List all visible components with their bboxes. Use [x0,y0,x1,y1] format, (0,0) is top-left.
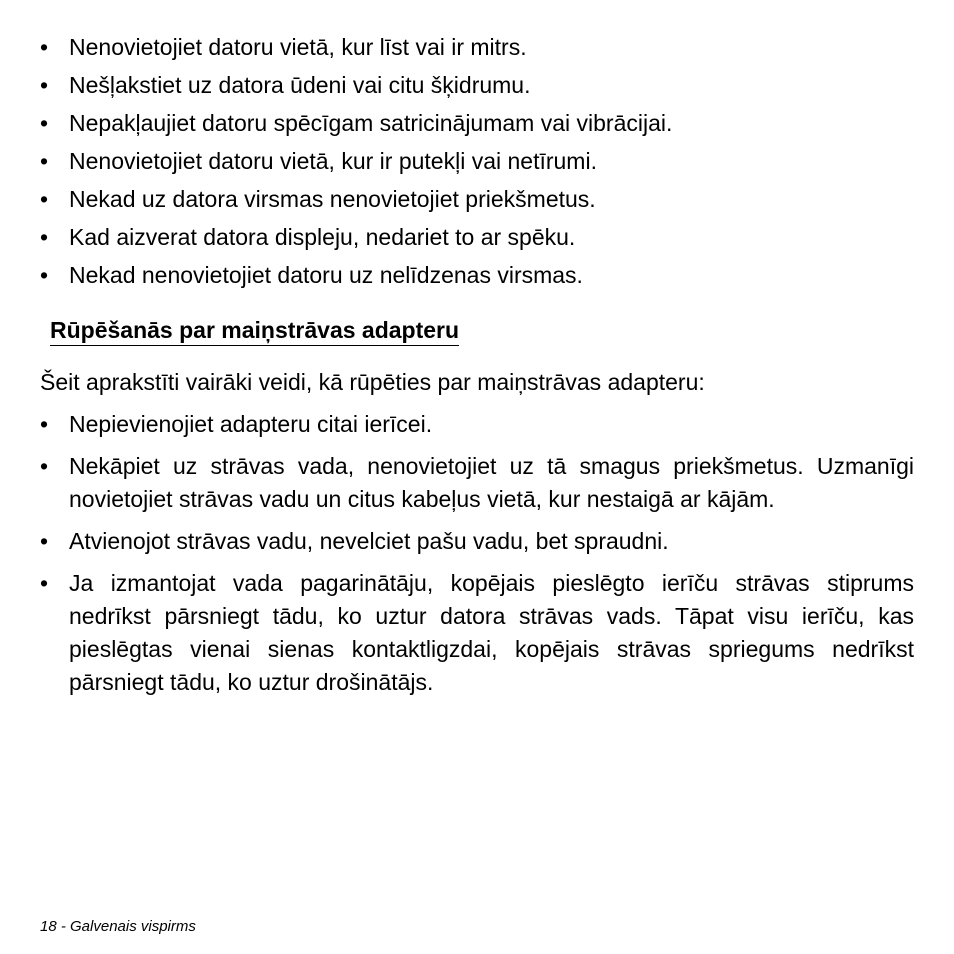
list-item-text: Nepievienojiet adapteru citai ierīcei. [69,411,433,437]
bullet-icon: • [40,411,49,437]
list-item [40,69,914,107]
list-item [40,107,914,145]
list-item-text: Nešļakstiet uz datora ūdeni vai citu šķidrumu. [69,72,531,98]
list-item [40,183,914,221]
bullet-icon: • [40,148,49,174]
list-item-text: Kad aizverat datora displeju, nedariet to ar spēku. [69,224,576,250]
list-item-text: Nenovietojiet datoru vietā, kur ir putekļi vai netīrumi. [69,148,597,174]
list-item [40,525,914,558]
list-item-text: Nepakļaujiet datoru spēcīgam satricinājumam vai vibrācijai. [69,110,673,136]
list-item-text: Atvienojot strāvas vadu, nevelciet pašu vadu, bet spraudni. [69,528,669,554]
bullet-icon: • [40,224,49,250]
care-precautions-list [40,31,914,297]
adapter-care-list [40,408,914,708]
bullet-icon: • [40,34,49,60]
list-item-text: Nenovietojiet datoru vietā, kur līst vai ir mitrs. [69,34,527,60]
list-item [40,145,914,183]
list-item-text: Ja izmantojat vada pagarinātāju, kopējais pieslēgto ierīču strāvas stiprums nedrīkst pārsniegt tādu, ko uztur datora strāvas vads. Tāpat visu ierīču, kas pieslēgtas vienai sienas kontaktligzdai, kopējais strāvas spriegums nedrīkst pārsniegt tādu, ko uztur drošinātājs. [69,570,914,695]
bullet-icon: • [40,528,49,554]
list-item [40,31,914,69]
intro-paragraph: Šeit aprakstīti vairāki veidi, kā rūpēties par maiņstrāvas adapteru: [40,369,705,395]
bullet-icon: • [40,262,49,288]
list-item-text: Nekad nenovietojiet datoru uz nelīdzenas virsmas. [69,262,583,288]
list-item [40,221,914,259]
list-item [40,567,914,699]
section-heading: Rūpēšanās par maiņstrāvas adapteru [50,316,459,346]
list-item [40,259,914,297]
bullet-icon: • [40,570,49,596]
bullet-icon: • [40,453,49,479]
bullet-icon: • [40,110,49,136]
bullet-icon: • [40,186,49,212]
list-item [40,408,914,441]
list-item [40,450,914,516]
page-footer: 18 - Galvenais vispirms [40,918,196,935]
list-item-text: Nekad uz datora virsmas nenovietojiet priekšmetus. [69,186,596,212]
bullet-icon: • [40,72,49,98]
list-item-text: Nekāpiet uz strāvas vada, nenovietojiet uz tā smagus priekšmetus. Uzmanīgi novietojiet strāvas vadu un citus kabeļus vietā, kur nestaigā ar kājām. [69,453,914,512]
